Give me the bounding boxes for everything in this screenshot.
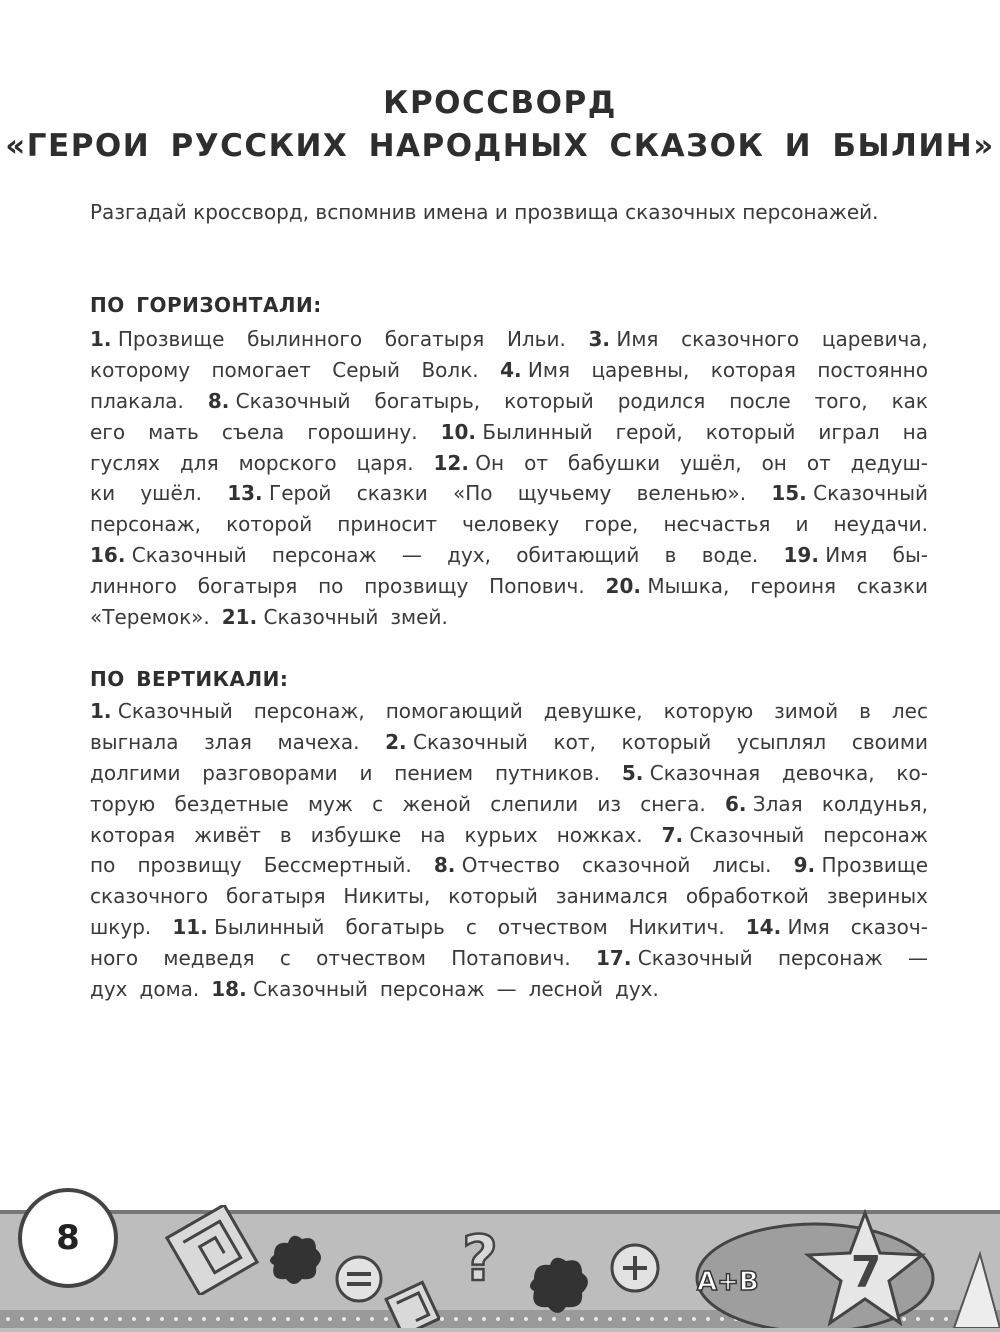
- clue-word: того,: [814, 388, 868, 413]
- dot: [328, 1317, 332, 1321]
- clue-word: змей.: [390, 605, 448, 630]
- vertical-clue-line: [90, 943, 928, 974]
- clue-word: с: [372, 791, 384, 816]
- clue-word: съела: [221, 419, 285, 444]
- clue-word: царевны,: [591, 357, 690, 382]
- clue-word: для: [179, 450, 219, 475]
- clue-word: девушке,: [543, 699, 643, 723]
- clue-word: сказочного: [90, 884, 209, 909]
- clue-word: богатырь,: [374, 388, 481, 413]
- dot: [104, 1317, 108, 1321]
- clue-word: с: [465, 915, 477, 940]
- clue-word: обитающий: [516, 543, 640, 568]
- clue-word: бездетные: [174, 791, 289, 816]
- clue-word: 1. Сказочный: [90, 699, 233, 723]
- plus-icon: [607, 1240, 663, 1296]
- clue-word: прозвищу: [364, 574, 469, 599]
- clue-word: мачеха.: [277, 729, 360, 754]
- dot: [160, 1317, 164, 1321]
- clue-word: —: [496, 977, 517, 1002]
- clue-number: 7.: [661, 822, 684, 847]
- clue-number: 12.: [433, 450, 469, 475]
- clue-word: женой: [402, 791, 471, 816]
- dot: [230, 1317, 234, 1321]
- dot: [118, 1317, 122, 1321]
- vertical-clue-line: [90, 912, 928, 943]
- clue-word: персонаж: [777, 946, 883, 971]
- clue-word: лес: [891, 699, 928, 723]
- clue-word: 15. Сказочный: [771, 481, 928, 506]
- clue-word: курьих: [464, 822, 538, 847]
- clue-word: постоянно: [817, 357, 928, 382]
- clue-word: своими: [851, 729, 928, 754]
- clue-word: неудачи.: [833, 512, 928, 537]
- clue-word: Серый: [332, 357, 401, 382]
- clue-word: плакала.: [90, 388, 184, 413]
- clue-word: ко-: [896, 760, 928, 785]
- clue-word: шкур.: [90, 915, 152, 940]
- clue-word: как: [891, 388, 928, 413]
- clue-word: 10. Былинный: [440, 419, 593, 444]
- clue-number: 20.: [605, 574, 641, 599]
- dot: [622, 1317, 626, 1321]
- vertical-clues: [90, 696, 928, 1005]
- clue-number: 3.: [588, 327, 610, 351]
- vertical-clue-line: [90, 696, 928, 727]
- clue-number: 1.: [90, 327, 112, 351]
- clue-word: играл: [818, 419, 880, 444]
- dot: [174, 1317, 178, 1321]
- horizontal-clue-line: [90, 540, 928, 571]
- dot: [636, 1317, 640, 1321]
- horizontal-clue-line: [90, 355, 928, 386]
- clue-word: занимался: [555, 884, 668, 909]
- clue-word: выгнала: [90, 729, 179, 754]
- horizontal-clue-line: [90, 478, 928, 509]
- clue-word: несчастья: [663, 512, 771, 537]
- clue-word: мать: [148, 419, 199, 444]
- clue-word: от: [806, 450, 831, 475]
- clue-word: —: [401, 543, 422, 568]
- clue-word: 6. Злая: [724, 791, 803, 816]
- clue-word: прозвищу: [137, 853, 242, 878]
- clue-word: от: [524, 450, 548, 475]
- dot: [356, 1317, 360, 1321]
- clue-word: который: [621, 729, 712, 754]
- clue-word: сказочного: [681, 327, 800, 351]
- clue-number: 5.: [621, 760, 644, 785]
- question-mark-icon: [450, 1222, 510, 1292]
- clue-word: который: [705, 419, 796, 444]
- dot: [678, 1317, 682, 1321]
- clue-word: Волк.: [421, 357, 479, 382]
- clue-word: горошину.: [307, 419, 418, 444]
- intro-text: Разгадай кроссворд, вспомнив имена и прозвища сказочных персонажей.: [90, 200, 879, 224]
- maze-icon: [165, 1205, 260, 1295]
- clue-word: 11. Былинный: [172, 915, 325, 940]
- puzzle-piece-icon: [262, 1225, 332, 1295]
- clue-number: 15.: [771, 481, 807, 506]
- clue-word: разговорами: [202, 760, 338, 785]
- clue-word: избушке: [310, 822, 402, 847]
- badge-text: A+B: [697, 1267, 759, 1297]
- title-line-2: «ГЕРОИ РУССКИХ НАРОДНЫХ СКАЗОК И БЫЛИН»: [5, 128, 995, 164]
- clue-word: ки: [90, 481, 116, 506]
- dot: [272, 1317, 276, 1321]
- dot: [202, 1317, 206, 1321]
- clue-word: 21. Сказочный: [221, 605, 379, 630]
- clue-word: Никиты,: [343, 884, 431, 909]
- clue-word: горе,: [584, 512, 639, 537]
- clue-word: после: [729, 388, 791, 413]
- horizontal-clue-line: [90, 386, 928, 417]
- clue-number: 4.: [500, 357, 522, 382]
- clue-word: царя.: [356, 450, 414, 475]
- clue-word: лисы.: [712, 853, 772, 878]
- clue-word: 2. Сказочный: [385, 729, 528, 754]
- clue-word: богатыря: [384, 327, 485, 351]
- vertical-clue-line: [90, 789, 928, 820]
- clue-word: дедуш-: [850, 450, 928, 475]
- clue-word: помогающий: [385, 699, 523, 723]
- clue-word: Никитич.: [628, 915, 725, 940]
- clue-word: муж: [307, 791, 353, 816]
- vertical-clue-line: [90, 974, 928, 1005]
- clue-number: 2.: [385, 729, 407, 754]
- dot: [146, 1317, 150, 1321]
- dot: [440, 1317, 444, 1321]
- horizontal-clue-line: [90, 324, 928, 355]
- clue-word: из: [597, 791, 621, 816]
- clue-word: звериных: [826, 884, 928, 909]
- clue-word: лесной: [528, 977, 603, 1002]
- clue-word: пением: [394, 760, 474, 785]
- horizontal-clue-line: [90, 417, 928, 448]
- clue-word: которая: [90, 822, 176, 847]
- clue-word: обработкой: [685, 884, 809, 909]
- clue-word: который: [504, 388, 594, 413]
- clue-word: в: [279, 822, 292, 847]
- dot: [244, 1317, 248, 1321]
- clue-word: бабушки: [567, 450, 661, 475]
- clue-word: персонаж: [823, 822, 928, 847]
- clue-word: путников.: [494, 760, 601, 785]
- vertical-clue-line: [90, 850, 928, 881]
- clue-word: 9. Прозвище: [793, 853, 928, 878]
- clue-word: Потапович.: [451, 946, 571, 971]
- clue-number: 10.: [440, 419, 477, 444]
- clue-word: 20. Мышка,: [605, 574, 730, 599]
- svg-text:?: ?: [462, 1222, 498, 1292]
- vertical-clue-line: [90, 881, 928, 912]
- clue-word: богатырь: [345, 915, 445, 940]
- clue-number: 21.: [221, 605, 258, 630]
- dot: [258, 1317, 262, 1321]
- clue-word: сказки: [856, 574, 928, 599]
- clue-word: его: [90, 419, 126, 444]
- svg-text:7: 7: [850, 1247, 882, 1298]
- triangle-icon: [940, 1250, 1000, 1328]
- clue-word: по: [318, 574, 344, 599]
- clue-word: которую: [663, 699, 754, 723]
- dot: [342, 1317, 346, 1321]
- clue-word: 19. Имя: [783, 543, 868, 568]
- clue-word: персонаж,: [253, 699, 365, 723]
- clue-word: которому: [90, 357, 191, 382]
- dot: [6, 1317, 10, 1321]
- clue-word: щучьему: [517, 481, 612, 506]
- clue-word: воде.: [701, 543, 759, 568]
- clue-number: 8.: [433, 853, 456, 878]
- clue-word: родился: [617, 388, 706, 413]
- clue-word: 7. Сказочный: [661, 822, 805, 847]
- clue-word: дух: [90, 977, 128, 1002]
- maze-icon-small: [380, 1278, 440, 1328]
- clue-word: былинного: [247, 327, 363, 351]
- equals-icon: [332, 1252, 386, 1306]
- clue-word: дома.: [139, 977, 200, 1002]
- clue-word: которая: [710, 357, 796, 382]
- clue-word: ушёл,: [680, 450, 742, 475]
- clue-word: бы-: [892, 543, 928, 568]
- vertical-heading: ПО ВЕРТИКАЛИ:: [90, 667, 289, 691]
- clue-word: на: [902, 419, 928, 444]
- dot: [482, 1317, 486, 1321]
- clue-word: кот,: [553, 729, 596, 754]
- clue-word: 8. Сказочный: [207, 388, 351, 413]
- clue-word: слепили: [490, 791, 579, 816]
- clue-word: героиня: [750, 574, 837, 599]
- clue-word: 5. Сказочная: [621, 760, 761, 785]
- clue-word: 17. Сказочный: [596, 946, 753, 971]
- clue-word: приносит: [337, 512, 438, 537]
- vertical-clue-line: [90, 727, 928, 758]
- clue-word: с: [279, 946, 291, 971]
- page-number: 8: [18, 1188, 118, 1288]
- clue-word: на: [420, 822, 446, 847]
- clue-word: дух.: [615, 977, 659, 1002]
- dot: [454, 1317, 458, 1321]
- clue-word: гуслях: [90, 450, 160, 475]
- dot: [468, 1317, 472, 1321]
- dot: [608, 1317, 612, 1321]
- clue-word: персонаж: [271, 543, 377, 568]
- dot: [62, 1317, 66, 1321]
- clue-word: и: [359, 760, 373, 785]
- clue-word: которой: [226, 512, 313, 537]
- clue-word: 14. Имя: [745, 915, 830, 940]
- clue-word: торую: [90, 791, 156, 816]
- dot: [188, 1317, 192, 1321]
- clue-word: 12. Он: [433, 450, 505, 475]
- clue-word: морского: [238, 450, 337, 475]
- clue-word: усыплял: [736, 729, 827, 754]
- dot: [664, 1317, 668, 1321]
- clue-word: помогает: [211, 357, 311, 382]
- clue-word: Бессмертный.: [263, 853, 412, 878]
- clue-word: персонаж,: [90, 512, 202, 537]
- clue-word: персонаж: [379, 977, 485, 1002]
- clue-word: долгими: [90, 760, 181, 785]
- dot: [650, 1317, 654, 1321]
- dot: [370, 1317, 374, 1321]
- horizontal-clue-line: [90, 509, 928, 540]
- dot: [510, 1317, 514, 1321]
- clue-number: 13.: [227, 481, 263, 506]
- clue-word: и: [795, 512, 809, 537]
- clue-word: отчеством: [497, 915, 608, 940]
- vertical-clue-line: [90, 820, 928, 851]
- dot: [300, 1317, 304, 1321]
- clue-word: линного: [90, 574, 177, 599]
- dot: [286, 1317, 290, 1321]
- dot: [90, 1317, 94, 1321]
- clue-word: 4. Имя: [500, 357, 571, 382]
- clue-word: 1. Прозвище: [90, 327, 225, 351]
- horizontal-clues: [90, 324, 928, 633]
- clue-word: 8. Отчество: [433, 853, 560, 878]
- clue-number: 16.: [90, 543, 126, 568]
- dot: [20, 1317, 24, 1321]
- clue-word: богатыря: [225, 884, 326, 909]
- clue-word: 16. Сказочный: [90, 543, 247, 568]
- clue-word: ного: [90, 946, 139, 971]
- clue-number: 17.: [596, 946, 632, 971]
- clue-word: дух,: [447, 543, 491, 568]
- clue-word: царевича,: [821, 327, 928, 351]
- clue-word: 13. Герой: [227, 481, 332, 506]
- dot: [496, 1317, 500, 1321]
- clue-word: 18. Сказочный: [211, 977, 368, 1002]
- clue-word: который: [448, 884, 538, 909]
- clue-number: 8.: [207, 388, 230, 413]
- horizontal-heading: ПО ГОРИЗОНТАЛИ:: [90, 293, 322, 317]
- clue-word: отчеством: [316, 946, 426, 971]
- clue-number: 11.: [172, 915, 208, 940]
- clue-word: человеку: [462, 512, 560, 537]
- clue-word: «Теремок».: [90, 605, 210, 630]
- dot: [216, 1317, 220, 1321]
- clue-word: медведя: [163, 946, 255, 971]
- clue-word: сказоч-: [850, 915, 928, 940]
- clue-word: в: [664, 543, 677, 568]
- clue-word: по: [90, 853, 116, 878]
- clue-word: —: [907, 946, 928, 971]
- clue-word: зимой: [774, 699, 839, 723]
- vertical-clue-line: [90, 758, 928, 789]
- clue-number: 6.: [724, 791, 747, 816]
- clue-number: 1.: [90, 699, 112, 723]
- star-icon: [800, 1205, 930, 1328]
- clue-word: 3. Имя: [588, 327, 659, 351]
- dot: [314, 1317, 318, 1321]
- clue-word: ножках.: [556, 822, 643, 847]
- page-title: [0, 82, 1000, 168]
- clue-word: сказочной: [582, 853, 691, 878]
- puzzle-piece-icon-2: [520, 1245, 600, 1325]
- clue-word: Ильи.: [506, 327, 566, 351]
- clue-number: 14.: [745, 915, 782, 940]
- clue-number: 19.: [783, 543, 819, 568]
- clue-word: ушёл.: [140, 481, 202, 506]
- clue-word: он: [761, 450, 787, 475]
- clue-word: сказки: [356, 481, 428, 506]
- dot: [76, 1317, 80, 1321]
- clue-word: веленью».: [636, 481, 747, 506]
- clue-word: в: [859, 699, 871, 723]
- clue-word: снега.: [640, 791, 706, 816]
- horizontal-clue-line: [90, 602, 928, 633]
- clue-word: герой,: [615, 419, 683, 444]
- horizontal-clue-line: [90, 448, 928, 479]
- dot: [48, 1317, 52, 1321]
- clue-word: «По: [453, 481, 493, 506]
- clue-word: Попович.: [489, 574, 585, 599]
- title-line-1: КРОССВОРД: [383, 85, 617, 121]
- clue-word: колдунья,: [821, 791, 928, 816]
- dot: [34, 1317, 38, 1321]
- clue-number: 9.: [793, 853, 816, 878]
- clue-word: богатыря: [197, 574, 298, 599]
- clue-word: злая: [204, 729, 252, 754]
- horizontal-clue-line: [90, 571, 928, 602]
- dot: [132, 1317, 136, 1321]
- clue-word: живёт: [194, 822, 261, 847]
- clue-word: девочка,: [781, 760, 875, 785]
- clue-number: 18.: [211, 977, 247, 1002]
